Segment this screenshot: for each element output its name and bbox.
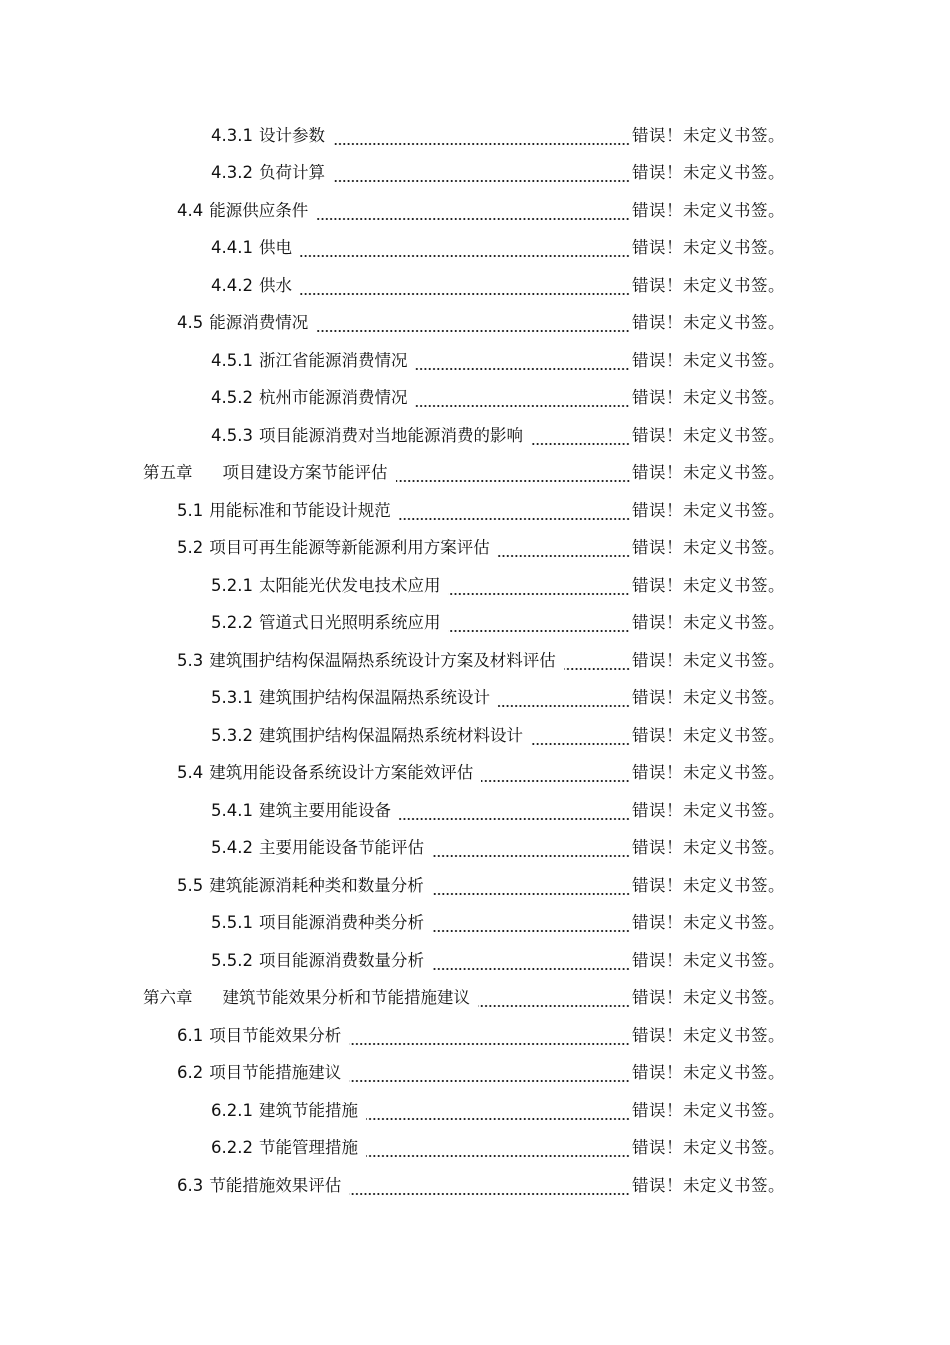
toc-page-reference: 错误！未定义书签。 xyxy=(632,838,785,858)
toc-entry-title: 杭州市能源消费情况 xyxy=(258,388,408,408)
toc-entry-title: 项目能源消费对当地能源消费的影响 xyxy=(258,425,523,445)
toc-entry-title: 用能标准和节能设计规范 xyxy=(209,500,391,520)
toc-entry-title: 供电 xyxy=(258,238,292,258)
toc-dot-leader xyxy=(349,1026,630,1046)
toc-entry[interactable] xyxy=(0,417,950,455)
toc-page-reference: 错误！未定义书签。 xyxy=(632,913,785,933)
toc-entry[interactable] xyxy=(0,867,950,905)
toc-page-reference: 错误！未定义书签。 xyxy=(632,613,785,633)
toc-entry-number: 4.3.2 xyxy=(211,163,253,183)
toc-dot-leader xyxy=(478,988,630,1008)
toc-dot-leader xyxy=(498,538,630,558)
toc-entry-title: 浙江省能源消费情况 xyxy=(258,350,408,370)
toc-entry-number: 5.5.2 xyxy=(211,950,253,970)
toc-entry[interactable] xyxy=(0,1017,950,1055)
toc-dot-leader xyxy=(432,838,630,858)
toc-entry[interactable] xyxy=(0,1092,950,1130)
toc-entry[interactable] xyxy=(0,755,950,793)
toc-page-reference: 错误！未定义书签。 xyxy=(632,875,785,895)
toc-page-reference: 错误！未定义书签。 xyxy=(632,163,785,183)
toc-entry-title: 建筑节能效果分析和节能措施建议 xyxy=(222,988,470,1008)
toc-entry-title: 节能管理措施 xyxy=(258,1138,358,1158)
toc-entry-number: 5.5 xyxy=(177,875,204,895)
toc-entry[interactable] xyxy=(0,567,950,605)
toc-page-reference: 错误！未定义书签。 xyxy=(632,425,785,445)
toc-entry-number: 4.5.3 xyxy=(211,425,253,445)
toc-entry[interactable] xyxy=(0,830,950,868)
toc-dot-leader xyxy=(432,951,630,971)
toc-entry-title: 设计参数 xyxy=(258,125,325,145)
toc-dot-leader xyxy=(396,463,631,483)
toc-entry-number: 第五章 xyxy=(143,463,193,483)
toc-entry[interactable] xyxy=(0,455,950,493)
toc-entry[interactable] xyxy=(0,980,950,1018)
toc-entry-number: 4.5 xyxy=(177,313,204,333)
toc-entry-number: 5.4.2 xyxy=(211,838,253,858)
toc-entry-number: 4.4.1 xyxy=(211,238,253,258)
toc-entry-number: 6.2.2 xyxy=(211,1138,253,1158)
toc-entry-title: 建筑围护结构保温隔热系统材料设计 xyxy=(258,725,523,745)
toc-page-reference: 错误！未定义书签。 xyxy=(632,463,785,483)
toc-page-reference: 错误！未定义书签。 xyxy=(632,950,785,970)
toc-entry-title: 能源供应条件 xyxy=(209,200,309,220)
toc-entry-number: 5.1 xyxy=(177,500,204,520)
toc-dot-leader xyxy=(564,651,630,671)
toc-entry[interactable] xyxy=(0,305,950,343)
toc-entry-title: 建筑围护结构保温隔热系统设计 xyxy=(258,688,490,708)
toc-page-reference: 错误！未定义书签。 xyxy=(632,313,785,333)
toc-entry[interactable] xyxy=(0,492,950,530)
toc-entry-title: 项目节能效果分析 xyxy=(209,1025,342,1045)
toc-page-reference: 错误！未定义书签。 xyxy=(632,200,785,220)
toc-page-reference: 错误！未定义书签。 xyxy=(632,125,785,145)
toc-dot-leader xyxy=(448,613,630,633)
toc-entry-number: 5.3.2 xyxy=(211,725,253,745)
toc-page-reference: 错误！未定义书签。 xyxy=(632,1175,785,1195)
toc-page-reference: 错误！未定义书签。 xyxy=(632,575,785,595)
toc-entry-number: 6.2.1 xyxy=(211,1100,253,1120)
toc-page-reference: 错误！未定义书签。 xyxy=(632,1025,785,1045)
toc-entry-title: 建筑能源消耗种类和数量分析 xyxy=(209,875,424,895)
toc-entry-title: 负荷计算 xyxy=(258,163,325,183)
toc-entry-title: 项目可再生能源等新能源利用方案评估 xyxy=(209,538,490,558)
toc-entry-number: 5.4 xyxy=(177,763,204,783)
toc-entry-number: 4.3.1 xyxy=(211,125,253,145)
toc-dot-leader xyxy=(481,763,630,783)
toc-dot-leader xyxy=(300,238,630,258)
toc-dot-leader xyxy=(531,426,630,446)
toc-dot-leader xyxy=(399,501,630,521)
toc-page-reference: 错误！未定义书签。 xyxy=(632,388,785,408)
toc-dot-leader xyxy=(531,726,630,746)
toc-entry-title: 供水 xyxy=(258,275,292,295)
toc-entry-title: 节能措施效果评估 xyxy=(209,1175,342,1195)
toc-dot-leader xyxy=(448,576,630,596)
toc-page-reference: 错误！未定义书签。 xyxy=(632,1138,785,1158)
toc-entry[interactable] xyxy=(0,905,950,943)
toc-dot-leader xyxy=(366,1138,630,1158)
toc-entry-title: 项目能源消费数量分析 xyxy=(258,950,424,970)
toc-dot-leader xyxy=(498,688,630,708)
toc-dot-leader xyxy=(349,1063,630,1083)
toc-dot-leader xyxy=(349,1176,630,1196)
toc-entry[interactable] xyxy=(0,642,950,680)
toc-entry-number: 4.5.2 xyxy=(211,388,253,408)
toc-dot-leader xyxy=(300,276,630,296)
toc-entry-number: 4.4 xyxy=(177,200,204,220)
toc-entry[interactable] xyxy=(0,1055,950,1093)
toc-page-reference: 错误！未定义书签。 xyxy=(632,238,785,258)
toc-page-reference: 错误！未定义书签。 xyxy=(632,350,785,370)
toc-dot-leader xyxy=(415,351,630,371)
table-of-contents xyxy=(0,117,950,1205)
toc-entry[interactable] xyxy=(0,605,950,643)
toc-entry-title: 能源消费情况 xyxy=(209,313,309,333)
toc-entry[interactable] xyxy=(0,680,950,718)
toc-entry[interactable] xyxy=(0,717,950,755)
toc-page-reference: 错误！未定义书签。 xyxy=(632,650,785,670)
toc-entry-title: 项目能源消费种类分析 xyxy=(258,913,424,933)
toc-dot-leader xyxy=(333,126,630,146)
toc-entry[interactable] xyxy=(0,155,950,193)
toc-page-reference: 错误！未定义书签。 xyxy=(632,800,785,820)
toc-dot-leader xyxy=(415,388,630,408)
toc-page-reference: 错误！未定义书签。 xyxy=(632,763,785,783)
toc-entry-title: 建筑主要用能设备 xyxy=(258,800,391,820)
toc-page-reference: 错误！未定义书签。 xyxy=(632,275,785,295)
toc-entry-number: 6.3 xyxy=(177,1175,204,1195)
toc-page-reference: 错误！未定义书签。 xyxy=(632,725,785,745)
toc-page-reference: 错误！未定义书签。 xyxy=(632,688,785,708)
toc-entry-title: 建筑节能措施 xyxy=(258,1100,358,1120)
toc-entry[interactable] xyxy=(0,792,950,830)
toc-dot-leader xyxy=(366,1101,630,1121)
toc-entry[interactable] xyxy=(0,942,950,980)
toc-entry-title: 项目节能措施建议 xyxy=(209,1063,342,1083)
toc-page-reference: 错误！未定义书签。 xyxy=(632,1100,785,1120)
toc-entry-title: 项目建设方案节能评估 xyxy=(222,463,388,483)
toc-entry-number: 5.5.1 xyxy=(211,913,253,933)
toc-entry-number: 5.3 xyxy=(177,650,204,670)
toc-entry-number: 4.5.1 xyxy=(211,350,253,370)
toc-entry-number: 第六章 xyxy=(143,988,193,1008)
toc-dot-leader xyxy=(316,201,630,221)
toc-entry-number: 5.2.2 xyxy=(211,613,253,633)
toc-entry[interactable] xyxy=(0,380,950,418)
toc-entry-title: 管道式日光照明系统应用 xyxy=(258,613,441,633)
toc-page-reference: 错误！未定义书签。 xyxy=(632,1063,785,1083)
toc-entry-title: 建筑围护结构保温隔热系统设计方案及材料评估 xyxy=(209,650,556,670)
toc-page-reference: 错误！未定义书签。 xyxy=(632,988,785,1008)
toc-entry-number: 6.2 xyxy=(177,1063,204,1083)
toc-entry-title: 建筑用能设备系统设计方案能效评估 xyxy=(209,763,474,783)
toc-entry-number: 6.1 xyxy=(177,1025,204,1045)
toc-page-reference: 错误！未定义书签。 xyxy=(632,538,785,558)
toc-entry-number: 5.4.1 xyxy=(211,800,253,820)
toc-entry-title: 主要用能设备节能评估 xyxy=(258,838,424,858)
toc-entry[interactable] xyxy=(0,530,950,568)
toc-entry[interactable] xyxy=(0,192,950,230)
toc-entry[interactable] xyxy=(0,342,950,380)
toc-entry[interactable] xyxy=(0,267,950,305)
toc-dot-leader xyxy=(316,313,630,333)
toc-entry[interactable] xyxy=(0,1167,950,1205)
toc-dot-leader xyxy=(432,876,630,896)
toc-entry[interactable] xyxy=(0,117,950,155)
toc-entry-number: 5.2 xyxy=(177,538,204,558)
toc-entry-title: 太阳能光伏发电技术应用 xyxy=(258,575,441,595)
toc-entry[interactable] xyxy=(0,1130,950,1168)
toc-page-reference: 错误！未定义书签。 xyxy=(632,500,785,520)
toc-dot-leader xyxy=(333,163,630,183)
toc-dot-leader xyxy=(399,801,630,821)
toc-entry[interactable] xyxy=(0,230,950,268)
toc-entry-number: 5.3.1 xyxy=(211,688,253,708)
toc-entry-number: 5.2.1 xyxy=(211,575,253,595)
toc-dot-leader xyxy=(432,913,630,933)
toc-entry-number: 4.4.2 xyxy=(211,275,253,295)
